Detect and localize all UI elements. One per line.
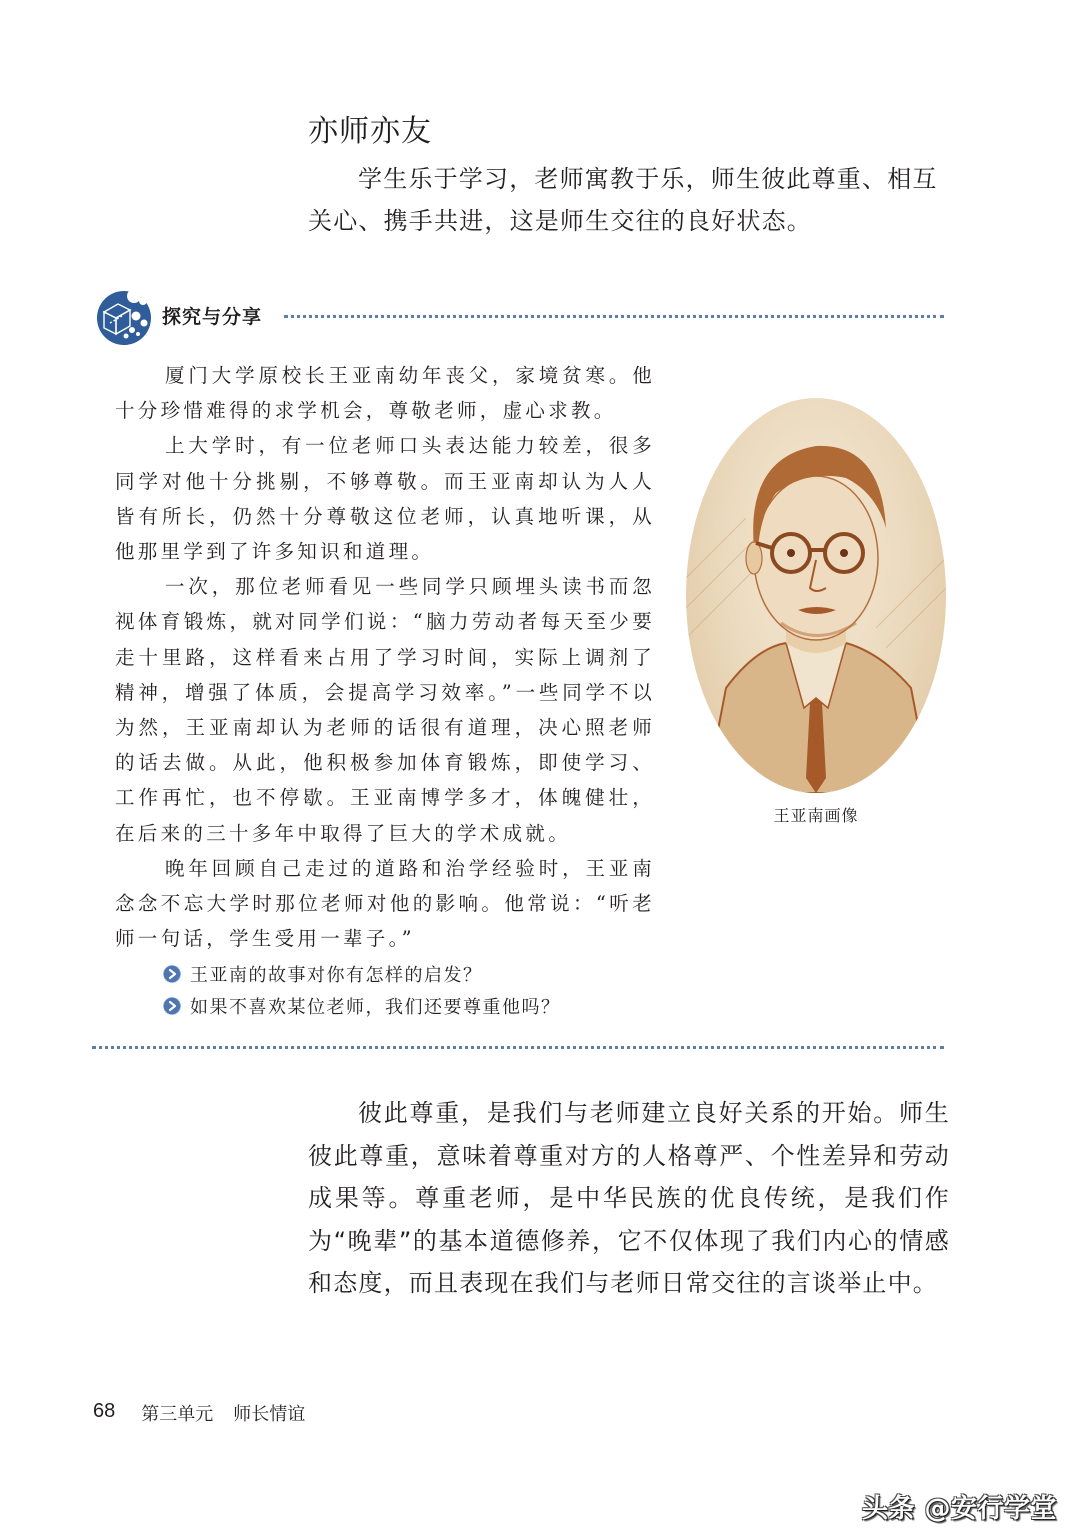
- question-text: 如果不喜欢某位老师，我们还要尊重他吗？: [190, 997, 561, 1018]
- discussion-questions: [163, 958, 561, 1022]
- question-item: [163, 990, 561, 1022]
- question-item: [163, 958, 561, 990]
- dotted-divider-bottom: [92, 1046, 944, 1049]
- page-footer: [93, 1400, 305, 1426]
- story-text: [115, 358, 655, 956]
- closing-paragraph: 彼此尊重，是我们与老师建立良好关系的开始。师生彼此尊重，意味着尊重对方的人格尊严、个性差异和劳动成果等。尊重老师，是中华民族的优良传统，是我们作为“晚辈”的基本道德修养，它不仅体现了我们内心的情感和态度，而且表现在我们与老师日常交往的言谈举止中。: [308, 1099, 950, 1297]
- cube-molecule-icon: [96, 290, 152, 346]
- story-paragraph: 上大学时，有一位老师口头表达能力较差，很多同学对他十分挑剔，不够尊敬。而王亚南却认为人人皆有所长，仍然十分尊敬这位老师，认真地听课，从他那里学到了许多知识和道理。: [115, 434, 655, 564]
- page-number: 68: [93, 1400, 116, 1422]
- story-paragraph: 一次，那位老师看见一些同学只顾埋头读书而忽视体育锻炼，就对同学们说：“脑力劳动者每天至少要走十里路，这样看来占用了学习时间，实际上调剂了精神，增强了体质，会提高学习效率。”一些同学不以为然，王亚南却认为老师的话很有道理，决心照老师的话去做。从此，他积极参加体育锻炼，即使学习、工作再忙，也不停歇。王亚南博学多才，体魄健壮，在后来的三十多年中取得了巨大的学术成就。: [115, 575, 655, 845]
- section-title: 亦师亦友: [308, 114, 432, 149]
- watermark: 头条 @安行学堂: [862, 1494, 1058, 1524]
- story-paragraph: 厦门大学原校长王亚南幼年丧父，家境贫寒。他十分珍惜难得的求学机会，尊敬老师，虚心求教。: [115, 364, 655, 423]
- portrait-sketch-icon: [686, 398, 946, 793]
- intro-paragraph: 学生乐于学习，老师寓教于乐，师生彼此尊重、相互关心、携手共进，这是师生交往的良好状态。: [308, 165, 938, 235]
- chevron-right-circle-icon: [163, 997, 181, 1015]
- portrait-image: [686, 398, 946, 793]
- unit-label: 第三单元: [141, 1404, 214, 1425]
- portrait-caption: 王亚南画像: [773, 806, 859, 825]
- dotted-divider-top: [284, 315, 944, 318]
- unit-title: 师长情谊: [233, 1404, 306, 1425]
- story-paragraph: 晚年回顾自己走过的道路和治学经验时，王亚南念念不忘大学时那位老师对他的影响。他常说：“听老师一句话，学生受用一辈子。”: [115, 856, 655, 951]
- question-text: 王亚南的故事对你有怎样的启发？: [190, 965, 483, 986]
- explore-share-header: [92, 288, 952, 348]
- explore-share-label: 探究与分享: [162, 306, 263, 328]
- chevron-right-circle-icon: [163, 965, 181, 983]
